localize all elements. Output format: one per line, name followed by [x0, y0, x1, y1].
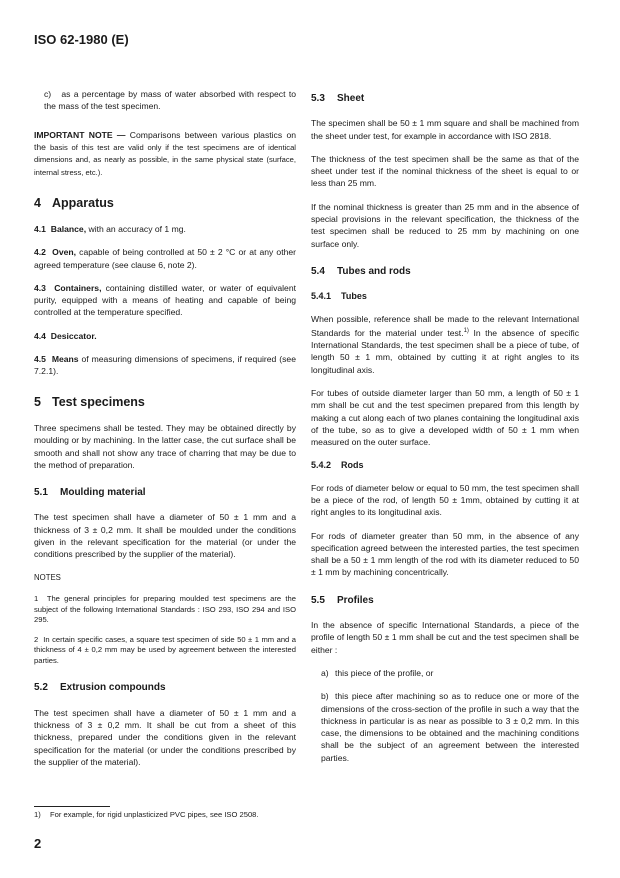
section-5-4-1-para-1: When possible, reference shall be made to the relevant International Standards for the material under test.$^{1)}$ In the absence of specific International Standards, the test specimen shall be a piece of tube, of length 50 ± 1 mm, obtained by cutting it at right angles to its longitudinal axis. [311, 313, 579, 375]
footnote-ref[interactable]: 1) [463, 327, 469, 334]
section-5-heading: 5 Test specimens [34, 394, 145, 409]
important-note: IMPORTANT NOTE — Comparisons between various plastics on the basis of this test are valid only if the test specimens are of identical dimensions and, as nearly as possible, in the same physical state (surface, internal stress, etc.). [34, 129, 296, 178]
right-column [311, 89, 579, 775]
document-header: ISO 62-1980 (E) [34, 32, 129, 47]
section-5-5-heading: 5.5 Profiles [311, 594, 374, 606]
section-5-2-heading: 5.2 Extrusion compounds [34, 682, 166, 694]
section-5-5-intro: In the absence of specific International Standards, a piece of the profile of length 50 ± 1 mm shall be cut and the test specimen shall be either : [311, 620, 579, 655]
left-column [34, 88, 296, 779]
section-5-3-heading: 5.3 Sheet [311, 93, 365, 104]
list-item-a: a) this piece of the profile, or [321, 667, 434, 678]
clause-4-2: 4.2 Oven, capable of being controlled at 50 ± 2 °C or at any other agreed temperature (see clause 6, note 2). [34, 247, 296, 270]
note-1: 1 The general principles for preparing moulded test specimens are the subject of the following International Standards : ISO 293, ISO 294 and ISO 295. [34, 593, 296, 625]
section-4-heading: 4 Apparatus [34, 195, 114, 210]
section-5-2-text: The test specimen shall have a diameter of 50 ± 1 mm and a thickness of 3 ± 0,2 mm. It shall be cut from a sheet of this thickness, prepared under the conditions given in the relevant specification for the material (or under the conditions prescribed by the supplier of the material). [34, 707, 296, 767]
section-5-3-para-1: The specimen shall be 50 ± 1 mm square and shall be machined from the sheet under test, for example in accordance with ISO 2818. [311, 118, 579, 141]
section-5-1-heading: 5.1 Moulding material [34, 487, 146, 499]
section-5-4-2-para-2: For rods of diameter greater than 50 mm, in the absence of any specification agreed between the interested parties, the test specimen shall be a 50 ± 1 mm length of the rod with its diameter reduced to 50 ± 1 mm by machining concentrically. [311, 530, 579, 578]
footnote-divider [34, 806, 110, 807]
clause-4-1: 4.1 Balance, with an accuracy of 1 mg. [34, 223, 186, 234]
clause-4-3: 4.3 Containers, containing distilled water, or water of equivalent purity, equipped with a means of heating and capable of being controlled at the temperature specified. [34, 282, 297, 318]
section-5-4-1-para-2: For tubes of outside diameter larger than 50 mm, a length of 50 ± 1 mm shall be cut and the test specimen prepared from this length by making a cut along each of two planes containing the longitudinal axis of the tube, so as to give a developed width of 50 ± 1 mm when measured on the outer surface. [311, 387, 579, 448]
page-number: 2 [34, 836, 42, 851]
section-5-intro: Three specimens shall be tested. They may be obtained directly by moulding or by machining. In the latter case, the cut surface shall be smooth and shall not show any trace of charring that may be due to the method of preparation. [34, 422, 296, 470]
note-2: 2 In certain specific cases, a square test specimen of side 50 ± 1 mm and a thickness of 4 ± 0,2 mm may be used by agreement between the interested parties. [34, 634, 296, 665]
section-5-3-para-2: The thickness of the test specimen shall be the same as that of the sheet under test if the nominal thickness of the sheet is equal to or less than 25 mm. [311, 153, 579, 189]
footnote: 1) For example, for rigid unplasticized PVC pipes, see ISO 2508. [34, 810, 259, 819]
clause-4-4: 4.4 Desiccator. [34, 330, 97, 341]
notes-title: NOTES [34, 572, 61, 582]
list-item-c: c) as a percentage by mass of water absorbed with respect to the mass of the test specimen. [44, 89, 296, 112]
section-5-4-2-para-1: For rods of diameter below or equal to 50 mm, the test specimen shall be a piece of the rod, of length 50 ± 1mm, obtained by cutting it at right angles to its longitudinal axis. [311, 482, 579, 518]
section-5-4-1-heading: 5.4.1 Tubes [311, 291, 367, 302]
clause-4-5: 4.5 Means of measuring dimensions of specimens, if required (see 7.2.1). [34, 354, 296, 377]
section-5-1-text: The test specimen shall have a diameter of 50 ± 1 mm and a thickness of 3 ± 0,2 mm. It shall be moulded under the conditions given in the relevant specification for the material (or under the conditions prescribed by the supplier of the material). [34, 512, 296, 560]
section-5-4-heading: 5.4 Tubes and rods [311, 265, 411, 277]
list-item-b: b) this piece after machining so as to reduce one or more of the dimensions of the cross-section of the profile in such a way that the thickness in particular is as near as possible to 3 ± 0,2 mm. In this case, the dimensions to be obtained and the machining conditions shall be the subject of an agreement between the interested parties. [321, 691, 579, 763]
section-5-4-2-heading: 5.4.2 Rods [311, 460, 364, 471]
section-5-3-para-3: If the nominal thickness is greater than 25 mm and in the absence of special provisions in the relevant specification, the thickness of the test specimen shall be reduced to 25 mm by machining on one surface only. [311, 201, 579, 249]
